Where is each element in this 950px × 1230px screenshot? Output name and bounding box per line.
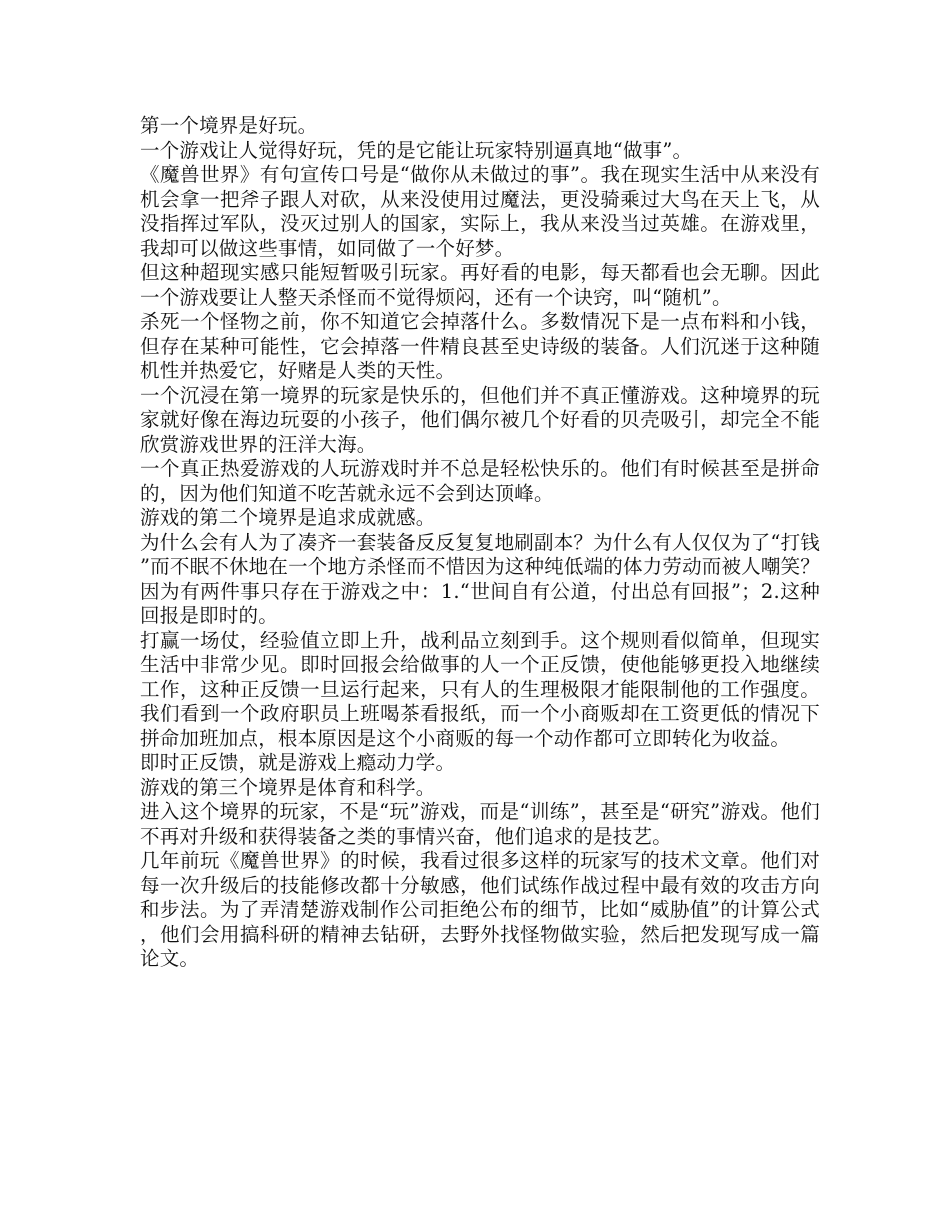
paragraph: 因为有两件事只存在于游戏之中：1.“世间自有公道，付出总有回报”；2.这种回报是即时的。	[140, 579, 820, 627]
paragraph: 为什么会有人为了凑齐一套装备反反复复地刷副本？为什么有人仅仅为了“打钱”而不眠不休地在一个地方杀怪而不惜因为这种纯低端的体力劳动而被人嘲笑？	[140, 530, 820, 578]
paragraph: 几年前玩《魔兽世界》的时候，我看过很多这样的玩家写的技术文章。他们对每一次升级后的技能修改都十分敏感，他们试练作战过程中最有效的攻击方向和步法。为了弄清楚游戏制作公司拒绝公布的细节，比如“威胁值”的计算公式，他们会用搞科研的精神去钻研，去野外找怪物做实验，然后把发现写成一篇论文。	[140, 849, 820, 970]
paragraph: 杀死一个怪物之前，你不知道它会掉落什么。多数情况下是一点布料和小钱，但存在某种可能性，它会掉落一件精良甚至史诗级的装备。人们沉迷于这种随机性并热爱它，好赌是人类的天性。	[140, 310, 820, 382]
paragraph: 一个沉浸在第一境界的玩家是快乐的，但他们并不真正懂游戏。这种境界的玩家就好像在海边玩耍的小孩子，他们偶尔被几个好看的贝壳吸引，却完全不能欣赏游戏世界的汪洋大海。	[140, 383, 820, 456]
paragraph: 第一个境界是好玩。	[140, 114, 318, 137]
paragraph: 但这种超现实感只能短暂吸引玩家。再好看的电影，每天都看也会无聊。因此一个游戏要让人整天杀怪而不觉得烦闷，还有一个诀窍，叫“随机”。	[140, 261, 820, 309]
paragraph: 游戏的第二个境界是追求成就感。	[140, 506, 436, 529]
paragraph: 一个游戏让人觉得好玩，凭的是它能让玩家特别逼真地“做事”。	[140, 138, 693, 162]
document-body	[140, 114, 820, 972]
paragraph: 一个真正热爱游戏的人玩游戏时并不总是轻松快乐的。他们有时候甚至是拼命的，因为他们知道不吃苦就永远不会到达顶峰。	[140, 457, 820, 505]
paragraph: 进入这个境界的玩家，不是“玩”游戏，而是“训练”，甚至是“研究”游戏。他们不再对升级和获得装备之类的事情兴奋，他们追求的是技艺。	[140, 800, 820, 848]
paragraph: 打赢一场仗，经验值立即上升，战利品立刻到手。这个规则看似简单，但现实生活中非常少见。即时回报会给做事的人一个正反馈，使他能够更投入地继续工作，这种正反馈一旦运行起来，只有人的生理极限才能限制他的工作强度。我们看到一个政府职员上班喝茶看报纸，而一个小商贩却在工资更低的情况下拼命加班加点，根本原因是这个小商贩的每一个动作都可立即转化为收益。	[140, 628, 820, 750]
paragraph: 《魔兽世界》有句宣传口号是“做你从未做过的事”。我在现实生活中从来没有机会拿一把斧子跟人对砍，从来没使用过魔法，更没骑乘过大鸟在天上飞，从没指挥过军队，没灭过别人的国家，实际上，我从来没当过英雄。在游戏里，我却可以做这些事情，如同做了一个好梦。	[140, 163, 820, 260]
paragraph: 游戏的第三个境界是体育和科学。	[140, 775, 436, 799]
paragraph: 即时正反馈，就是游戏上瘾动力学。	[140, 751, 456, 774]
